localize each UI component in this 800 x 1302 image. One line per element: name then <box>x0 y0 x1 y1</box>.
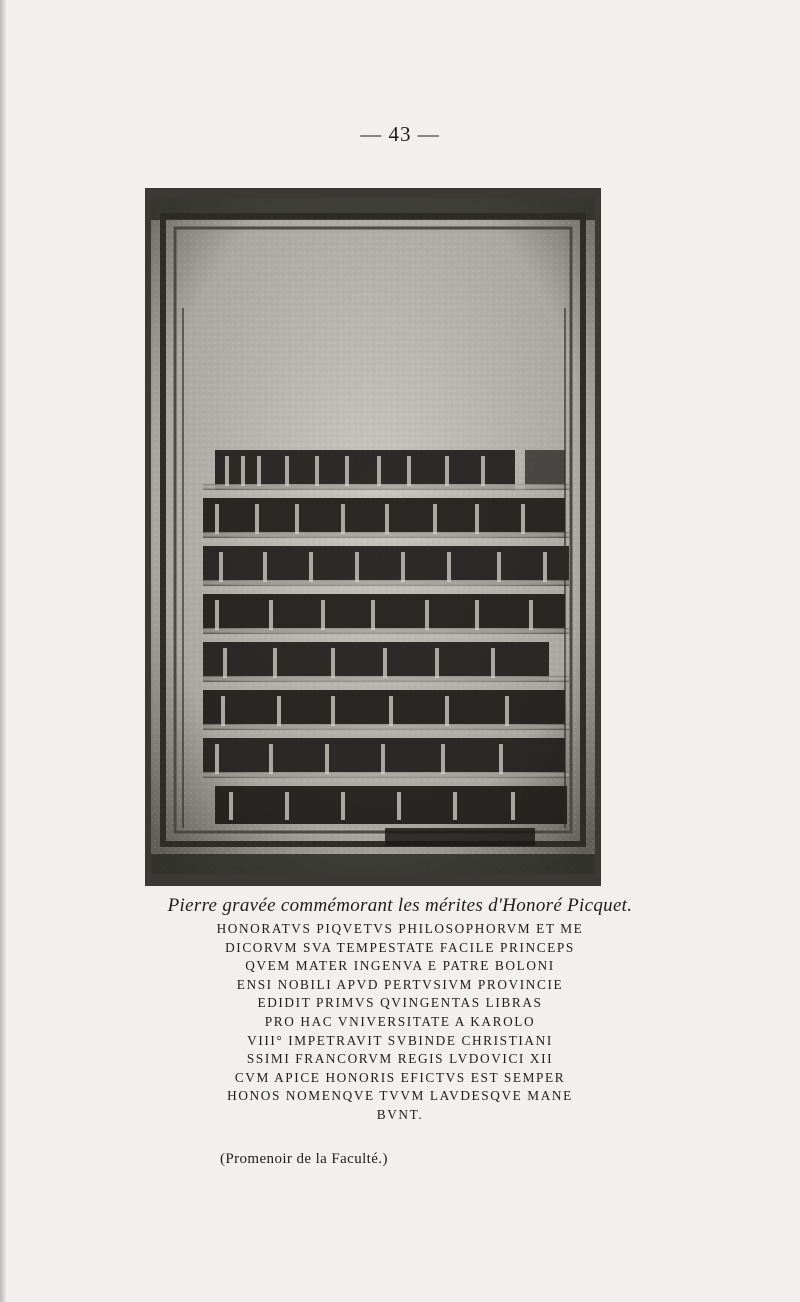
transcription-line: DICORVM SVA TEMPESTATE FACILE PRINCEPS <box>225 939 575 955</box>
transcription-line: EDIDIT PRIMVS QVINGENTAS LIBRAS <box>257 995 543 1011</box>
transcription-line: VIII° IMPETRAVIT SVBINDE CHRISTIANI <box>247 1032 553 1048</box>
transcription-line: SSIMI FRANCORVM REGIS LVDOVICI XII <box>246 1051 554 1067</box>
transcription-line: BVNT. <box>376 1106 424 1122</box>
transcription-line: HONOS NOMENQVE TVVM LAVDESQVE MANE <box>227 1088 573 1104</box>
inscribed-stone-photograph <box>145 188 601 886</box>
transcription-line: HONORATVS PIQVETVS PHILOSOPHORVM ET ME <box>216 921 584 936</box>
transcription-line: ENSI NOBILI APVD PERTVSIVM PROVINCIE <box>236 976 564 992</box>
figure-caption: Pierre gravée commémorant les mérites d'Honoré Picquet. <box>167 895 633 916</box>
transcription-line: QVEM MATER INGENVA E PATRE BOLONI <box>245 958 555 974</box>
page-number: — 43 — <box>360 122 440 146</box>
transcription-line: PRO HAC VNIVERSITATE A KAROLO <box>264 1013 536 1029</box>
transcription-line: CVM APICE HONORIS EFICTVS EST SEMPER <box>234 1069 566 1085</box>
latin-transcription <box>0 920 800 1125</box>
source-note: (Promenoir de la Faculté.) <box>220 1151 388 1167</box>
